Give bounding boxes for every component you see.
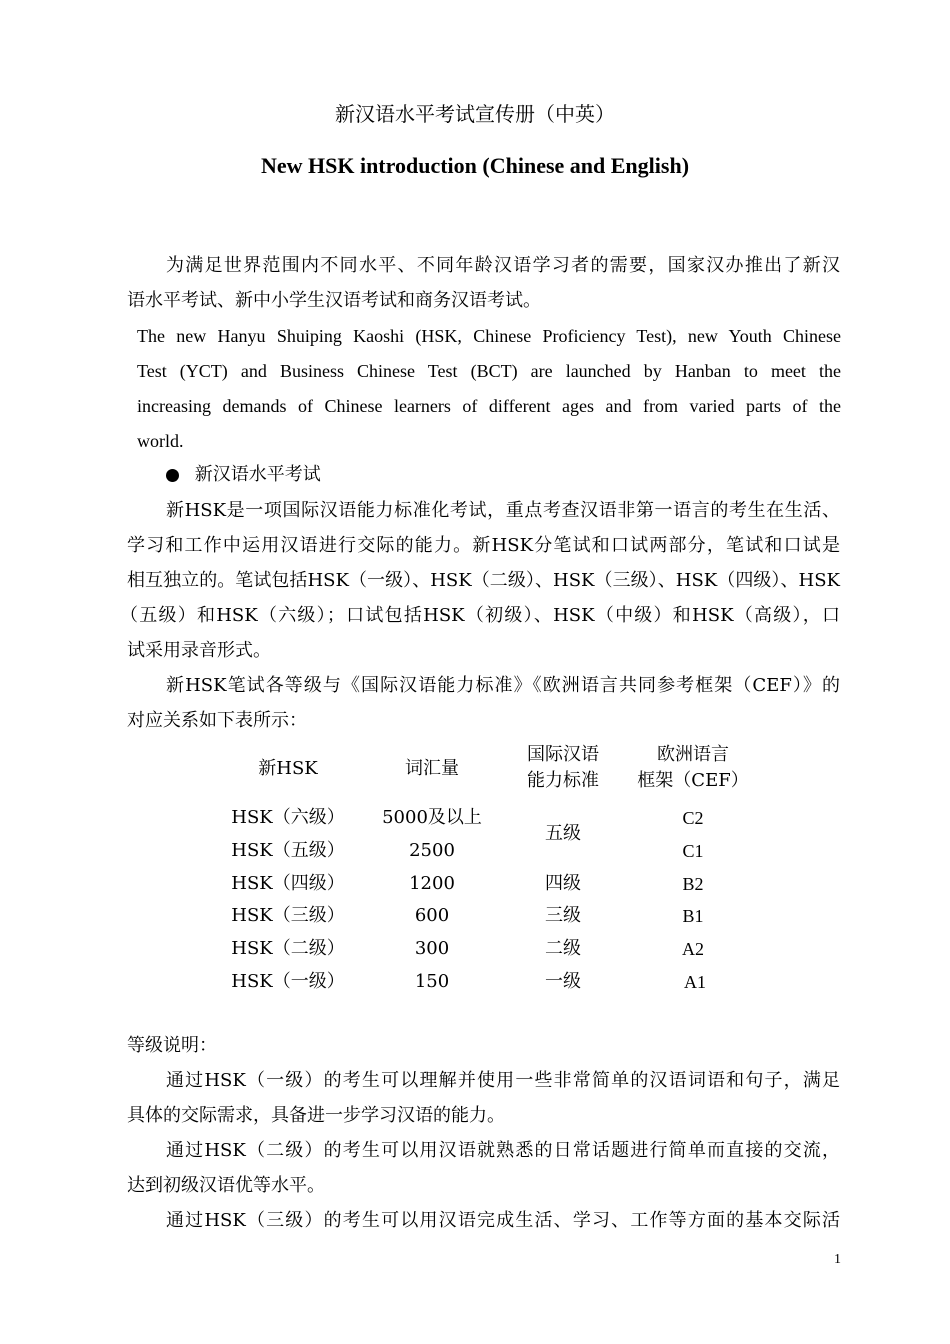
intro-en-line-1: The new Hanyu Shuiping Kaoshi (HSK, Chinese Proficiency Test), new Youth Chinese [137, 326, 841, 346]
hsk-para-line-2: 学习和工作中运用汉语进行交际的能力。新HSK分笔试和口试两部分，笔试和口试是 [127, 535, 840, 556]
header-cef-line-2: 框架（CEF） [637, 770, 749, 791]
header-level: 新HSK [258, 758, 318, 779]
section-heading [166, 466, 321, 484]
intro-cn-line-2: 语水平考试、新中小学生汉语考试和商务汉语考试。 [127, 290, 541, 311]
row-4-cef: B1 [682, 906, 704, 926]
row-5-cef: A2 [682, 939, 704, 959]
row-3-intl: 四级 [545, 873, 581, 894]
page-number: 1 [834, 1252, 841, 1267]
hsk-para-line-5: 试采用录音形式。 [127, 640, 271, 661]
row-1-2-intl-merged: 五级 [545, 823, 581, 844]
table-intro-line-1: 新HSK笔试各等级与《国际汉语能力标准》《欧洲语言共同参考框架（CEF）》的 [166, 675, 840, 696]
row-5-intl: 二级 [545, 938, 581, 959]
row-3-cef: B2 [682, 874, 704, 894]
hsk-para-line-3: 相互独立的。笔试包括HSK（一级）、HSK（二级）、HSK（三级）、HSK（四级）、HSK [127, 570, 840, 591]
level-desc-line-4: 达到初级汉语优等水平。 [127, 1175, 325, 1196]
row-1-level: HSK（六级） [231, 807, 345, 828]
header-cef-line-1: 欧洲语言 [657, 744, 729, 765]
row-5-vocab: 300 [414, 938, 450, 959]
header-intl-line-1: 国际汉语 [527, 744, 599, 765]
row-3-level: HSK（四级） [231, 873, 345, 894]
table-intro-line-2: 对应关系如下表所示： [127, 710, 307, 731]
header-vocab: 词汇量 [405, 758, 459, 779]
header-intl-line-2: 能力标准 [527, 770, 599, 791]
hsk-para-line-4: （五级）和HSK（六级）；口试包括HSK（初级）、HSK（中级）和HSK（高级），口 [120, 605, 840, 626]
level-desc-line-5: 通过HSK（三级）的考生可以用汉语完成生活、学习、工作等方面的基本交际活 [166, 1210, 840, 1231]
level-desc-line-2: 具体的交际需求，具备进一步学习汉语的能力。 [127, 1105, 505, 1126]
row-4-level: HSK（三级） [231, 905, 345, 926]
row-6-vocab: 150 [414, 971, 450, 992]
page-title-cn: 新汉语水平考试宣传册（中英） [335, 102, 615, 126]
row-4-intl: 三级 [545, 905, 581, 926]
row-3-vocab: 1200 [409, 873, 455, 894]
hsk-para-line-1: 新HSK是一项国际汉语能力标准化考试，重点考查汉语非第一语言的考生在生活、 [166, 500, 840, 521]
bullet-icon [166, 469, 179, 482]
row-6-cef: A1 [684, 972, 706, 992]
levels-heading: 等级说明： [127, 1035, 217, 1056]
row-6-intl: 一级 [545, 971, 581, 992]
row-1-cef: C2 [682, 808, 704, 828]
section-heading-text: 新汉语水平考试 [194, 464, 321, 485]
intro-en-line-2: Test (YCT) and Business Chinese Test (BCT) are launched by Hanban to meet the [137, 361, 841, 381]
row-5-level: HSK（二级） [231, 938, 345, 959]
intro-en-line-3: increasing demands of Chinese learners of different ages and from varied parts of the [137, 396, 841, 416]
row-4-vocab: 600 [414, 905, 450, 926]
row-2-vocab: 2500 [409, 840, 455, 861]
intro-cn-line-1: 为满足世界范围内不同水平、不同年龄汉语学习者的需要，国家汉办推出了新汉 [166, 255, 840, 276]
row-2-level: HSK（五级） [231, 840, 345, 861]
intro-en-line-4: world. [137, 431, 184, 451]
row-6-level: HSK（一级） [231, 971, 345, 992]
level-desc-line-1: 通过HSK（一级）的考生可以理解并使用一些非常简单的汉语词语和句子，满足 [166, 1070, 840, 1091]
level-desc-line-3: 通过HSK（二级）的考生可以用汉语就熟悉的日常话题进行简单而直接的交流， [166, 1140, 840, 1161]
row-2-cef: C1 [682, 841, 704, 861]
page-title-en: New HSK introduction (Chinese and English) [260, 153, 690, 178]
row-1-vocab: 5000及以上 [382, 807, 482, 828]
